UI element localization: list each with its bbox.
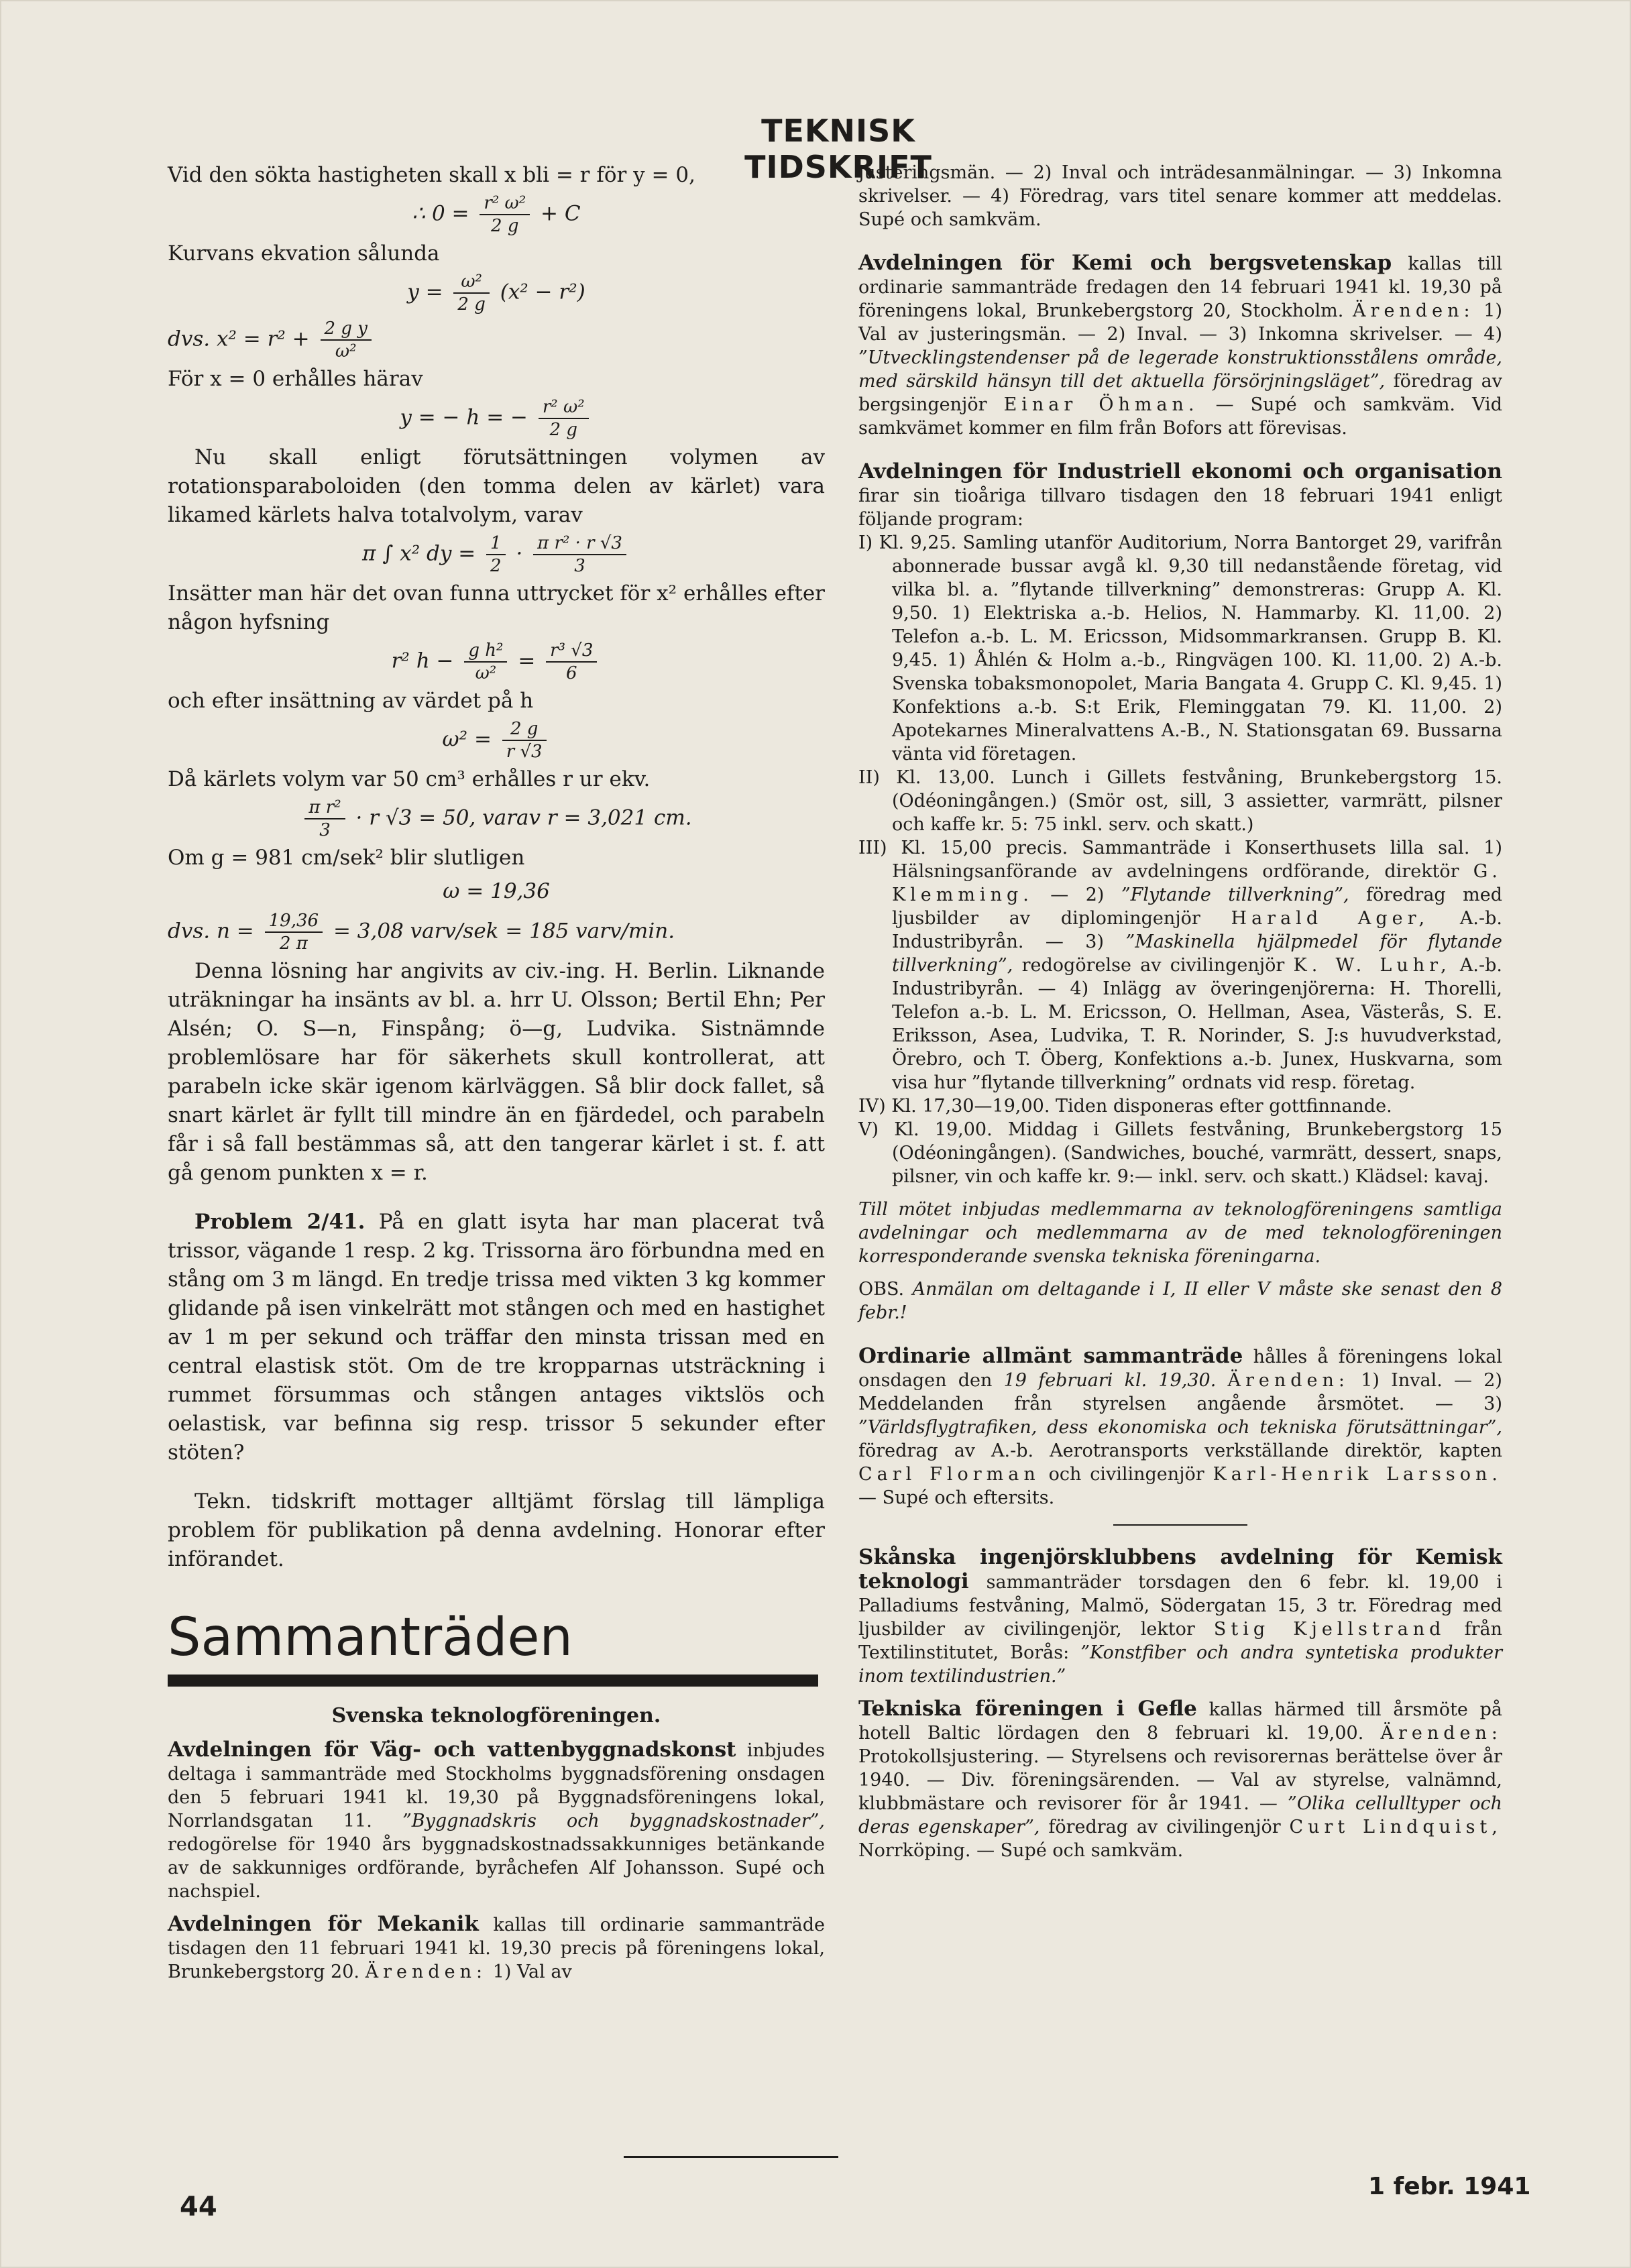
notice-industriell: Avdelningen för Industriell ekonomi och organisation firar sin tioåriga tillvaro tisdagen den 18 februari 1941 enligt följande program: bbox=[858, 459, 1502, 530]
paragraph: Vid den sökta hastigheten skall x bli = r för y = 0, bbox=[168, 163, 695, 187]
paragraph: Kurvans ekvation sålunda bbox=[168, 241, 440, 266]
equation: $\frac{\text{π r²}}{3}$ · r √3 = 50, varav r = 3,021 cm. bbox=[168, 797, 825, 841]
journal-title: TEKNISK TIDSKRIFT bbox=[744, 113, 932, 185]
section-heading: Sammanträden bbox=[168, 1607, 573, 1668]
left-column bbox=[168, 161, 825, 1984]
heading-rule bbox=[168, 1675, 818, 1687]
equation: ω² = $\frac{2 g}{r √3}$ bbox=[168, 718, 825, 762]
issue-date: 1 febr. 1941 bbox=[1368, 2173, 1531, 2200]
separator-rule bbox=[1113, 1524, 1247, 1526]
page-number: 44 bbox=[180, 2192, 217, 2222]
notice-mekanik: Avdelningen för Mekanik kallas till ordinarie sammanträde tisdagen den 11 februari 1941 kl. 19,30 precis på föreningens lokal, Brunkebergstorg 20. Ärenden: 1) Val av bbox=[168, 1912, 825, 1982]
program-item: II) Kl. 13,00. Lunch i Gillets festvåning, Brunkebergstorg 15. (Odéoningången.) (Smör ost, sill, 3 assietter, varmrätt, pilsner och kaffe kr. 5: 75 inkl. serv. och skatt.) bbox=[858, 767, 1502, 835]
program-item: I) Kl. 9,25. Samling utanför Auditorium, Norra Bantorget 29, varifrån abonnerade bussar avgå kl. 9,30 till nedanstående företag, vid vilka bl. a. ”flytande tillverkning” demonstreras: Grupp A. Kl. 9,50. 1) Elektriska a.-b. Helios, N. Hammarby. Kl. 11,00. 2) Telefon a.-b. L. M. Ericsson, Midsommarkransen. Grupp B. Kl. 9,45. 1) Åhlén & Holm a.-b., Ringvägen 100. Kl. 11,00. 2) A.-b. Svenska tobaksmonopolet, Maria Bangata 4. Grupp C. Kl. 9,45. 1) Konfektions a.-b. S:t Erik, Fleminggatan 79. Kl. 11,00. 2) Apotekarnes Mineralvattens A.-B., N. Stationsgatan 69. Bussarna vänta vid företagen. bbox=[858, 532, 1502, 764]
paragraph: Om g = 981 cm/sek² blir slutligen bbox=[168, 846, 525, 870]
notice-continued: justeringsmän. — 2) Inval och inträdesanmälningar. — 3) Inkomna skrivelser. — 4) Föredrag, vars titel senare kommer att meddelas. Supé och samkväm. bbox=[858, 162, 1502, 230]
paragraph: Nu skall enligt förutsättningen volymen av rotationsparaboloiden (den tomma delen av kärlet) vara likamed kärlets halva totalvolym, varav bbox=[168, 445, 825, 527]
footer-rule bbox=[624, 2156, 838, 2158]
equation: y = $\frac{\text{ω²}}{2 g}$ (x² − r²) bbox=[407, 272, 585, 315]
notice-ordinarie: Ordinarie allmänt sammanträde hålles å föreningens lokal onsdagen den 19 februari kl. 19,30. Ärenden: 1) Inval. — 2) Meddelanden från styrelsen angående årsmötet. — 3) ”Världsflygtrafiken, dess ekonomiska och tekniska förutsättningar”, föredrag av A.-b. Aerotransports verkställande direktör, kapten Carl Florman och civilingenjör Karl-Henrik Larsson. — Supé och eftersits. bbox=[858, 1344, 1502, 1508]
paragraph: Då kärlets volym var 50 cm³ erhålles r ur ekv. bbox=[168, 767, 651, 791]
notice-kemi: Avdelningen för Kemi och bergsvetenskap kallas till ordinarie sammanträde fredagen den 14 februari 1941 kl. 19,30 på föreningens lokal, Brunkebergstorg 20, Stockholm. Ärenden: 1) Val av justeringsmän. — 2) Inval. — 3) Inkomna skrivelser. — 4) ”Utvecklingstendenser på de legerade konstruktionsstålens område, med särskild hänsyn till det aktuella försörjningsläget”, föredrag av bergsingenjör Einar Öhman. — Supé och samkväm. Vid samkvämet kommer en film från Bofors att förevisas. bbox=[858, 251, 1503, 439]
notice-vag: Avdelningen för Väg- och vattenbyggnadskonst inbjudes deltaga i sammanträde med Stockholms byggnadsförening onsdagen den 5 februari 1941 kl. 19,30 på Byggnadsföreningens lokal, Norrlandsgatan 11. ”Byggnadskris och byggnadskostnader”, redogörelse för 1940 års byggnadskostnadssakkunniges betänkande av de sakkunniges ordförande, byråchefen Alf Johansson. Supé och nachspiel. bbox=[168, 1738, 825, 1902]
paragraph: För x = 0 erhålles härav bbox=[168, 367, 423, 391]
equation: π ∫ x² dy = $\frac{1}{2}$ · $\frac{\text{π r² · r √3}}{3}$ bbox=[168, 532, 825, 577]
notice-skanska: Skånska ingenjörsklubbens avdelning för Kemisk teknologi sammanträder torsdagen den 6 febr. kl. 19,00 i Palladiums festvåning, Malmö, Södergatan 15, 3 tr. Föredrag med ljusbilder av civilingenjör, lektor Stig Kjellstrand från Textilinstitutet, Borås: ”Konstfiber och andra syntetiska produkter inom textilindustrien.” bbox=[858, 1545, 1502, 1687]
equation: ∴ 0 = $\frac{\text{r² ω²}}{2 g}$ + C bbox=[412, 193, 581, 236]
invitation-note: Till mötet inbjudas medlemmarna av teknologföreningens samtliga avdelningar och medlemmarna av de med teknologföreningen korresponderande svenska tekniska föreningarna. bbox=[858, 1199, 1502, 1267]
notice-gefle: Tekniska föreningen i Gefle kallas härmed till årsmöte på hotell Baltic lördagen den 8 februari kl. 19,00. Ärenden: Protokollsjustering. — Styrelsens och revisorernas berättelse över år 1940. — Div. föreningsärenden. — Val av styrelse, valnämnd, klubbmästare och revisorer för år 1941. — ”Olika cellulltyper och deras egenskaper”, föredrag av civilingenjör Curt Lindquist, Norrköping. — Supé och samkväm. bbox=[858, 1697, 1503, 1861]
obs-note: OBS. Anmälan om deltagande i I, II eller V måste ske senast den 8 febr.! bbox=[858, 1279, 1502, 1323]
equation: r² h − $\frac{\text{g h²}}{\text{ω²}}$ = $\frac{\text{r³ √3}}{6}$ bbox=[168, 640, 825, 684]
paragraph: Denna lösning har angivits av civ.-ing. H. Berlin. Liknande uträkningar ha insänts av bl. a. hrr U. Olsson; Bertil Ehn; Per Alsén; O. S—n, Finspång; ö—g, Ludvika. Sistnämnde problemlösare har för säkerhets skull kontrollerat, att parabeln icke skär igenom kärlväggen. Så blir dock fallet, så snart kärlet är fyllt till mindre än en fjärdedel, och parabeln får i så fall bestämmas så, att den tangerar kärlet i st. f. att gå genom punkten x = r. bbox=[168, 959, 825, 1185]
society-heading: Svenska teknologföreningen. bbox=[331, 1704, 661, 1727]
problem-label: Problem 2/41. bbox=[194, 1210, 365, 1234]
paragraph: och efter insättning av värdet på h bbox=[168, 689, 534, 713]
equation: dvs. n = $\frac{19,36}{2 \pi}$ = 3,08 varv/sek = 185 varv/min. bbox=[168, 911, 675, 954]
paragraph: Insätter man här det ovan funna uttrycket för x² erhålles efter någon hyfsning bbox=[168, 581, 825, 634]
equation: ω = 19,36 bbox=[443, 879, 550, 903]
program-item: V) Kl. 19,00. Middag i Gillets festvåning, Brunkebergstorg 15 (Odéoningången). (Sandwiches, bouché, varmrätt, dessert, snaps, pilsner, vin och kaffe kr. 9:— inkl. serv. och skatt.) Klädsel: kavaj. bbox=[858, 1119, 1502, 1187]
equation: dvs. x² = r² + $\frac{\text{2 g y}}{\text{ω²}}$ bbox=[168, 318, 825, 362]
equation: y = − h = − $\frac{\text{r² ω²}}{2 g}$ bbox=[168, 396, 825, 441]
program-item: III) Kl. 15,00 precis. Sammanträde i Konserthusets lilla sal. 1) Hälsningsanförande av avdelningens ordförande, direktör G. Klemming. — 2) ”Flytande tillverkning”, föredrag med ljusbilder av diplomingenjör Harald Ager, A.-b. Industribyrån. — 3) ”Maskinella hjälpmedel för flytande tillverkning”, redogörelse av civilingenjör K. W. Luhr, A.-b. Industribyrån. — 4) Inlägg av överingenjörerna: H. Thorelli, Telefon a.-b. L. M. Ericsson, O. Hellman, Asea, Västerås, S. E. Eriksson, Asea, Ludvika, T. R. Norinder, S. J:s huvudverkstad, Örebro, och T. Öberg, Konfektions a.-b. Junex, Huskvarna, som visa hur ”flytande tillverkning” ordnats vid resp. företag. bbox=[858, 838, 1502, 1093]
right-column bbox=[858, 161, 1502, 1862]
problem-paragraph: Problem 2/41. På en glatt isyta har man placerat två trissor, vägande 1 resp. 2 kg. Trissorna äro förbundna med en stång om 3 m längd. En tredje trissa med vikten 3 kg kommer glidande på isen vinkelrätt mot stången och med en hastighet av 1 m per sekund och träffar den minsta trissan med en central elastisk stöt. Om de tre kropparnas utsträckning i rummet försummas och stången antages viktslös och oelastisk, var befinna sig resp. trissor 5 sekunder efter stöten? bbox=[168, 1210, 826, 1465]
program-item: IV) Kl. 17,30—19,00. Tiden disponeras efter gottfinnande. bbox=[858, 1096, 1392, 1117]
paragraph: Tekn. tidskrift mottager alltjämt förslag till lämpliga problem för publikation på denna avdelning. Honorar efter införandet. bbox=[168, 1489, 825, 1571]
